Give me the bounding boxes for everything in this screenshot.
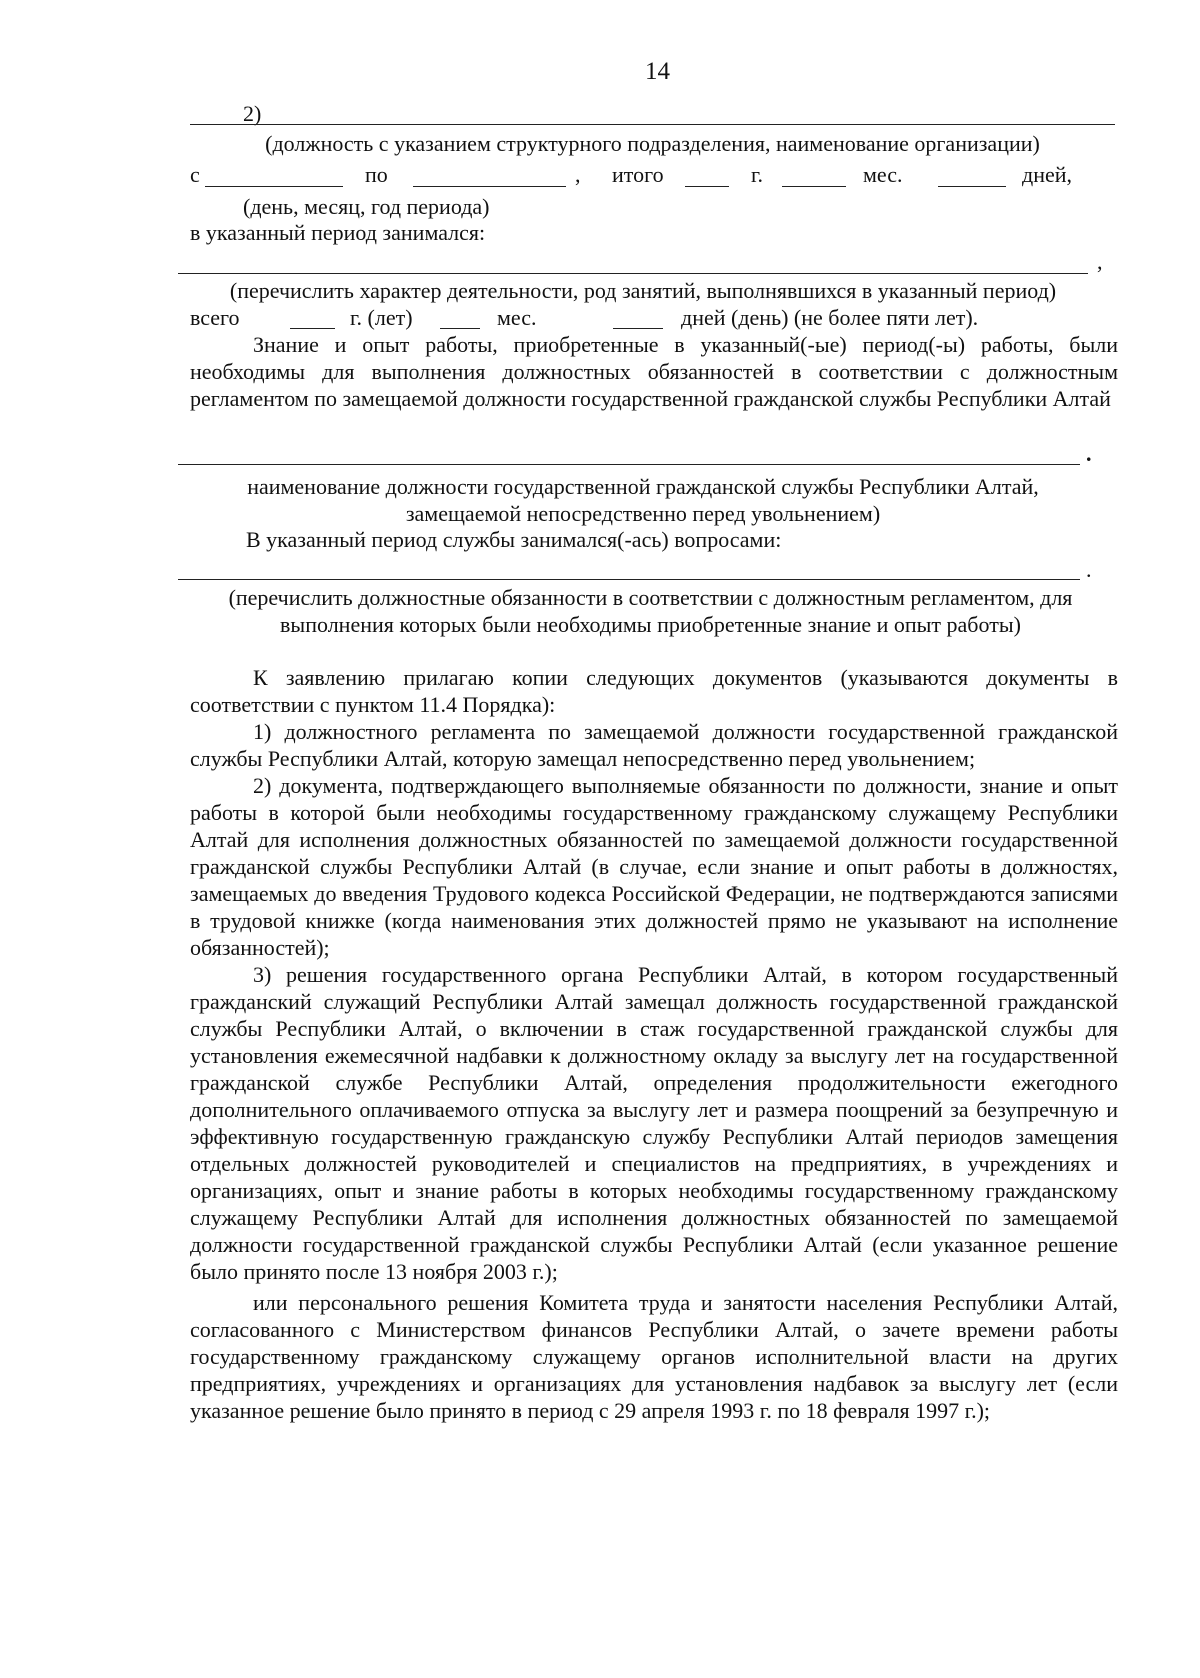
attachment-1: 1) должностного регламента по замещаемой должности государственной гражданской службы Республики Алтай, которую замещал непосредственно перед увольнением; bbox=[190, 719, 1118, 771]
to-date-blank bbox=[413, 186, 566, 187]
total-days-label: дней (день) (не более пяти лет). bbox=[681, 305, 979, 330]
years-blank bbox=[685, 186, 729, 187]
total-all-label: всего bbox=[190, 305, 240, 330]
days-blank bbox=[938, 186, 1006, 187]
total-label: итого bbox=[612, 162, 664, 187]
attachment-3-alt: или персонального решения Комитета труда и занятости населения Республики Алтай, согласованного с Министерством финансов Республики Алтай, о зачете времени работы государственному гражданскому служащему органов исполнительной власти на других предприятиях, учреждениях и организациях для установления надбавок за выслугу лет (если указанное решение было принято в период с 29 апреля 1993 г. по 18 февраля 1997 г.); bbox=[190, 1290, 1118, 1423]
caption-post-line2: замещаемой непосредственно перед увольнением) bbox=[405, 501, 881, 526]
attachment-3: 3) решения государственного органа Республики Алтай, в котором государственный гражданский служащий Республики Алтай замещал должность государственной гражданской службы Республики Алтай, о включении в стаж государственной гражданской службы для установления ежемесячной надбавки к должностному окладу за выслугу лет на государственной гражданской службе Республики Алтай, определения продолжительности ежегодного дополнительного оплачиваемого отпуска за выслугу лет и размера поощрений за безупречную и эффективную государственную гражданскую службу Республики Алтай периодов замещения отдельных должностей руководителей и специалистов на предприятиях, в учреждениях и организациях, опыт и знание работы в которых необходимы государственному гражданскому служащему Республики Алтай для исполнения должностных обязанностей по замещаемой должности государственной гражданской службы Республики Алтай (если указанное решение было принято после 13 ноября 2003 г.); bbox=[190, 962, 1118, 1284]
total-months-label: мес. bbox=[497, 305, 537, 330]
caption-position: (должность с указанием структурного подразделения, наименование организации) bbox=[265, 131, 1040, 156]
total-months-blank bbox=[440, 328, 480, 329]
post-field-line bbox=[178, 464, 1080, 465]
total-years-label: г. (лет) bbox=[350, 305, 413, 330]
years-label: г. bbox=[751, 162, 764, 187]
attachment-2: 2) документа, подтверждающего выполняемые обязанности по должности, знание и опыт работы в которой были необходимы государственному гражданскому служащему Республики Алтай для исполнения должностных обязанностей по замещаемой должности государственной гражданской службы Республики Алтай (в случае, если знание и опыт работы в должностях, замещаемых до введения Трудового кодекса Российской Федерации, не подтверждаются записями в трудовой книжке (когда наименования этих должностей прямо не указывают на исполнение обязанностей); bbox=[190, 773, 1118, 960]
from-date-blank bbox=[205, 186, 343, 187]
total-days-blank bbox=[613, 328, 663, 329]
knowledge-paragraph: Знание и опыт работы, приобретенные в указанный(-ые) период(-ы) работы, были необходимы для выполнения должностных обязанностей в соответствии с должностным регламентом по замещаемой должности государственной гражданской службы Республики Алтай bbox=[190, 332, 1118, 411]
comma: , bbox=[575, 162, 581, 187]
position-field-line bbox=[190, 124, 1115, 125]
dot-1: . bbox=[1086, 441, 1092, 466]
caption-post-line1: наименование должности государственной гражданской службы Республики Алтай, bbox=[247, 474, 1039, 499]
days-label: дней, bbox=[1022, 162, 1073, 187]
to-label: по bbox=[365, 162, 388, 187]
dot-2: . bbox=[1086, 557, 1092, 582]
activity-field-line bbox=[178, 273, 1088, 274]
months-blank bbox=[782, 186, 846, 187]
months-label: мес. bbox=[863, 162, 903, 187]
questions-label: В указанный период службы занимался(-ась) вопросами: bbox=[246, 527, 782, 552]
item-number: 2) bbox=[243, 101, 262, 126]
caption-activity: (перечислить характер деятельности, род занятий, выполнявшихся в указанный период) bbox=[229, 278, 1057, 303]
total-years-blank bbox=[290, 328, 335, 329]
caption-period: (день, месяц, год периода) bbox=[243, 194, 490, 219]
duties-field-line bbox=[178, 579, 1080, 580]
caption-duties-line2: выполнения которых были необходимы приобретенные знание и опыт работы) bbox=[280, 612, 1021, 637]
page-number: 14 bbox=[645, 58, 670, 85]
attachments-block bbox=[190, 664, 1118, 1424]
knowledge-paragraph-block bbox=[190, 331, 1118, 412]
attachments-intro: К заявлению прилагаю копии следующих документов (указываются документы в соответствии с пунктом 11.4 Порядка): bbox=[190, 665, 1118, 717]
from-label: с bbox=[190, 162, 200, 187]
trailing-comma: , bbox=[1097, 249, 1103, 274]
occupied-label: в указанный период занимался: bbox=[190, 220, 486, 245]
caption-duties-line1: (перечислить должностные обязанности в соответствии с должностным регламентом, для bbox=[228, 585, 1073, 610]
